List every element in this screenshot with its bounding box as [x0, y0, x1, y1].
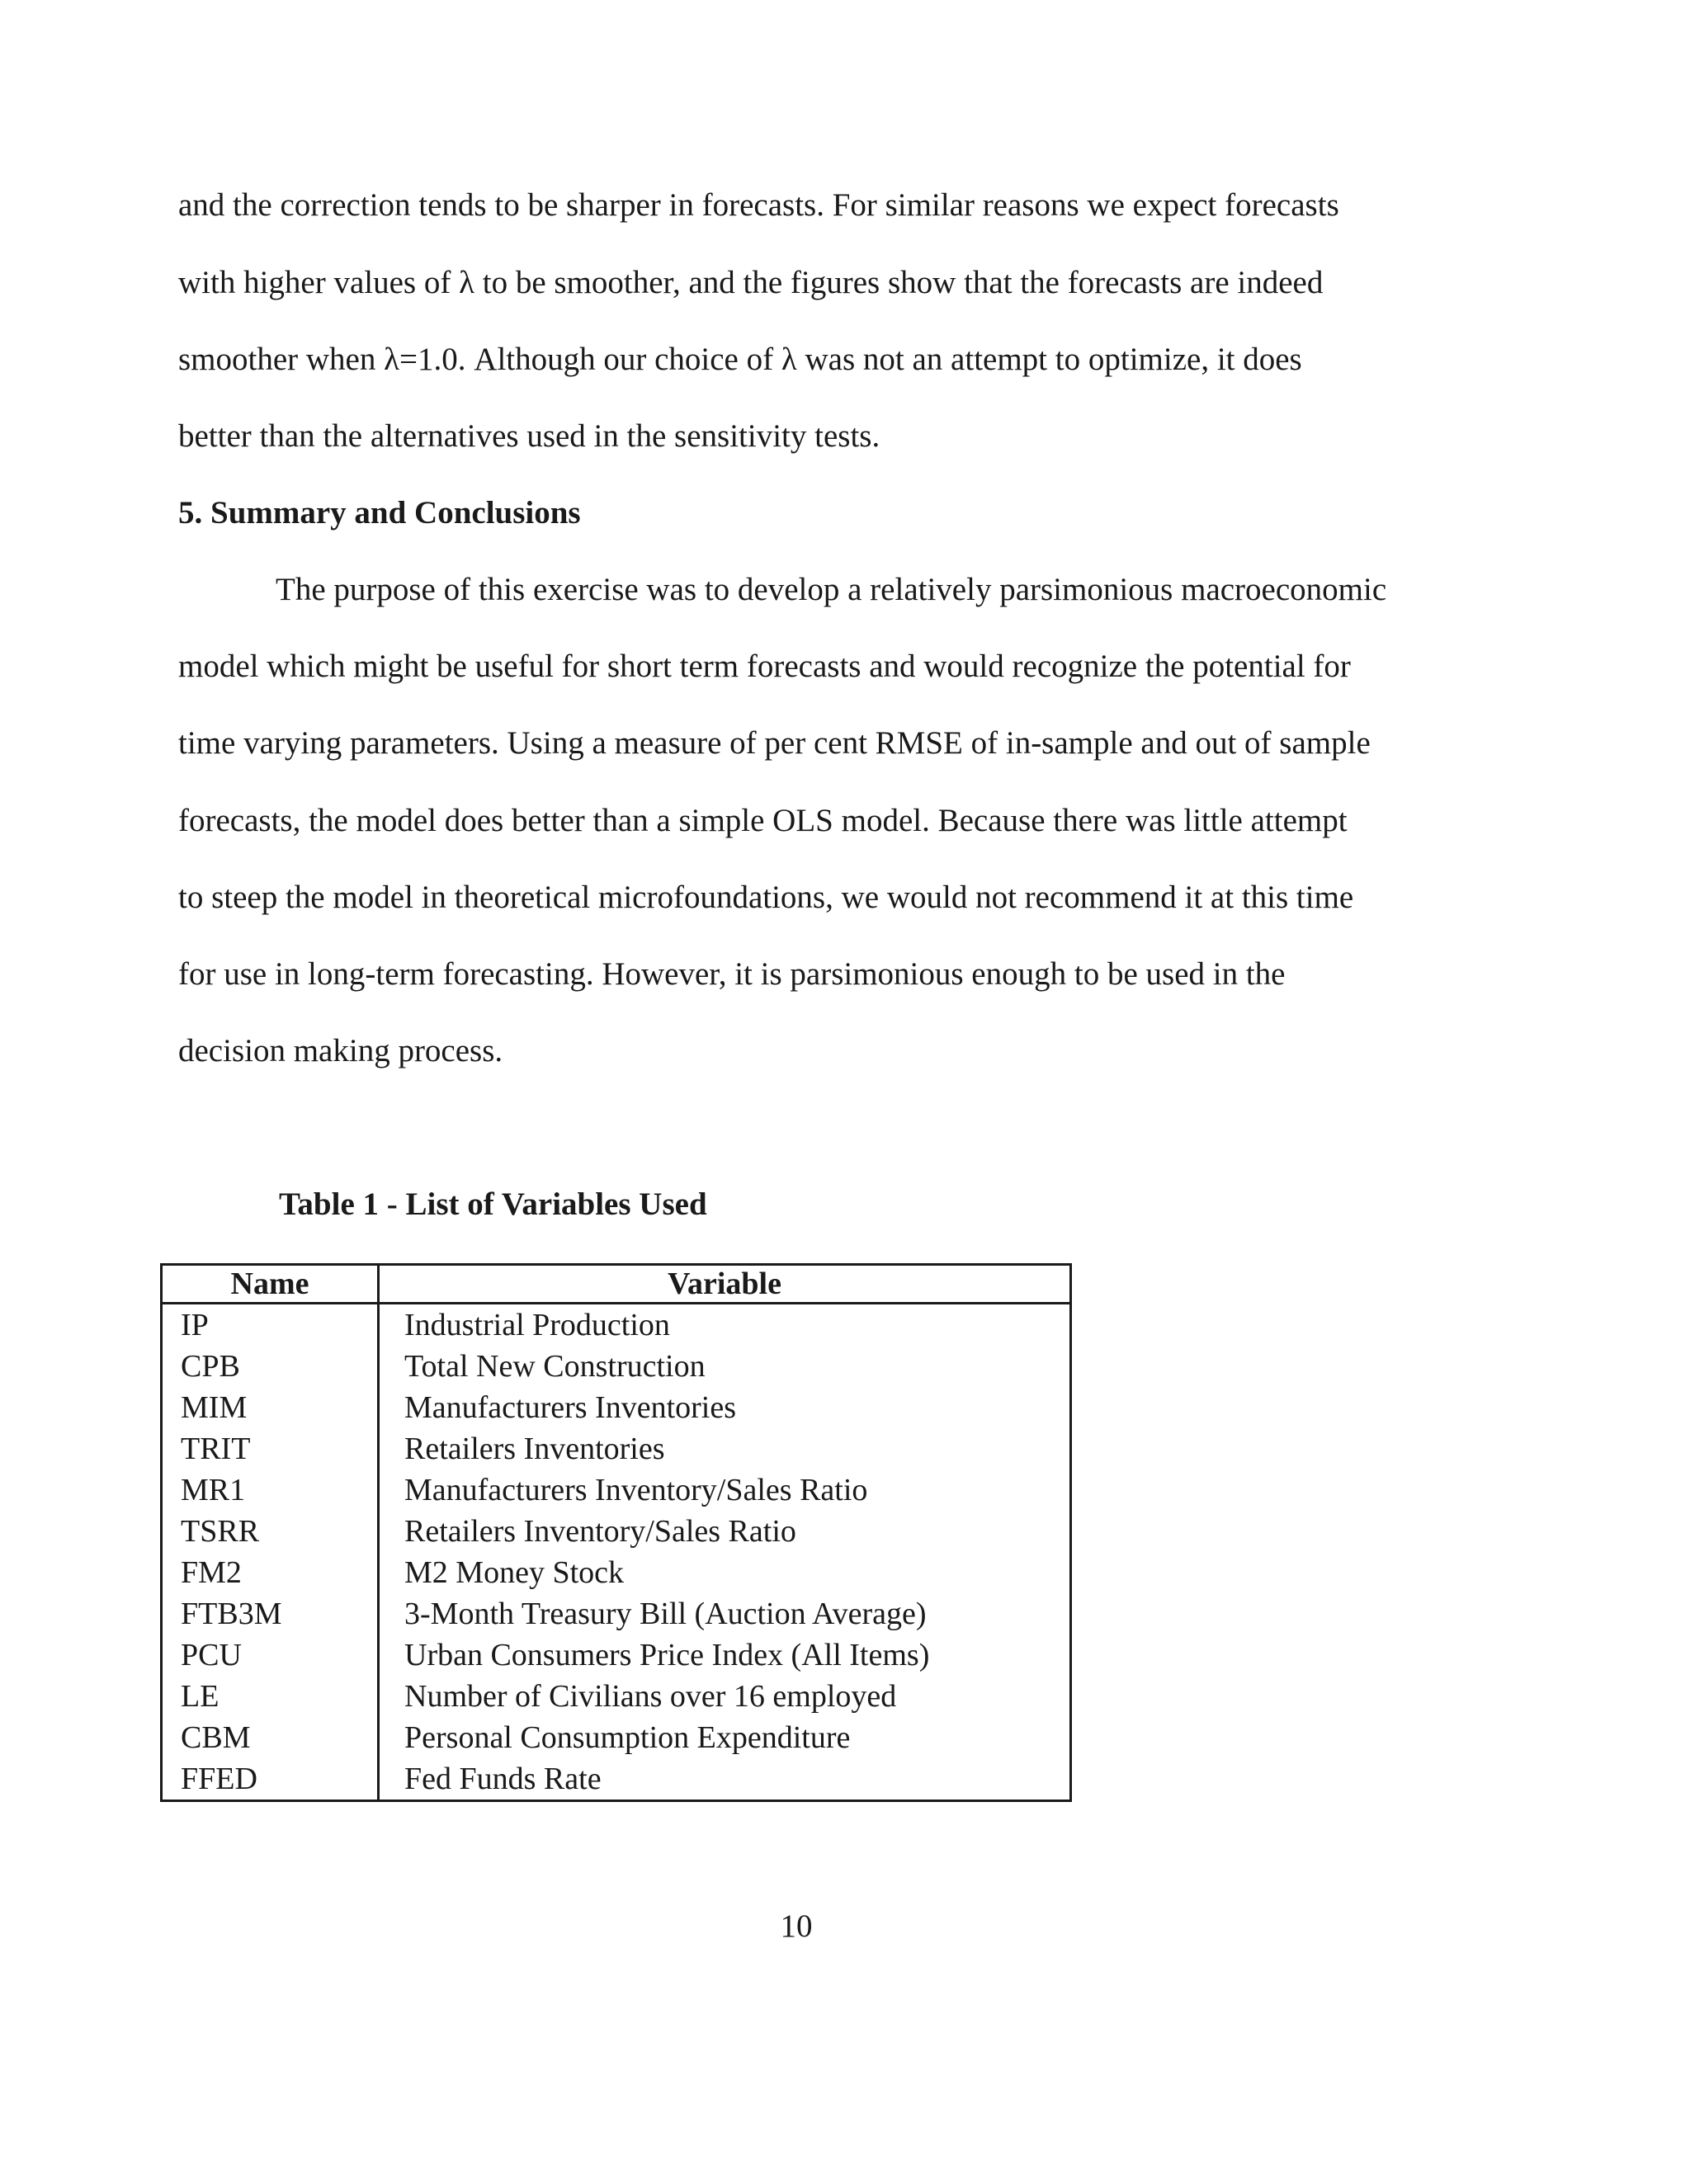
- cell-name: PCU: [162, 1634, 379, 1676]
- cell-variable: Urban Consumers Price Index (All Items): [404, 1638, 930, 1672]
- table-row: [162, 1469, 1071, 1511]
- paragraph-line-4: better than the alternatives used in the sensitivity tests.: [178, 418, 880, 454]
- cell-name: MIM: [162, 1387, 379, 1428]
- table-row: [162, 1634, 1071, 1676]
- table-row: [162, 1511, 1071, 1552]
- table-row: [162, 1304, 1071, 1347]
- cell-name: FM2: [162, 1552, 379, 1593]
- cell-name: FFED: [162, 1758, 379, 1801]
- table-row: [162, 1758, 1071, 1801]
- cell-variable: Personal Consumption Expenditure: [404, 1720, 851, 1755]
- cell-variable: Manufacturers Inventory/Sales Ratio: [404, 1473, 868, 1507]
- section-line-4: forecasts, the model does better than a simple OLS model. Because there was little attempt: [178, 803, 1348, 838]
- cell-name: TSRR: [162, 1511, 379, 1552]
- cell-variable: M2 Money Stock: [404, 1555, 624, 1590]
- cell-variable: Number of Civilians over 16 employed: [404, 1679, 897, 1714]
- section-line-1: The purpose of this exercise was to develop a relatively parsimonious macroeconomic: [276, 572, 1387, 607]
- table-row: [162, 1428, 1071, 1469]
- section-heading: 5. Summary and Conclusions: [178, 495, 581, 531]
- header-variable: Variable: [379, 1265, 1071, 1304]
- cell-name: LE: [162, 1676, 379, 1717]
- paragraph-line-3: smoother when λ=1.0. Although our choice of λ was not an attempt to optimize, it does: [178, 342, 1302, 377]
- cell-name: TRIT: [162, 1428, 379, 1469]
- table-row: [162, 1593, 1071, 1634]
- cell-name: CPB: [162, 1346, 379, 1387]
- cell-variable: 3-Month Treasury Bill (Auction Average): [404, 1597, 927, 1631]
- cell-variable: Manufacturers Inventories: [404, 1390, 737, 1425]
- cell-name: MR1: [162, 1469, 379, 1511]
- page-number: 10: [780, 1908, 813, 1944]
- cell-name: IP: [162, 1304, 379, 1347]
- paragraph-line-1: and the correction tends to be sharper in forecasts. For similar reasons we expect forecasts: [178, 187, 1339, 223]
- table-row: [162, 1552, 1071, 1593]
- paragraph-line-2: with higher values of λ to be smoother, and the figures show that the forecasts are indeed: [178, 265, 1324, 300]
- variables-table: [160, 1263, 1072, 1802]
- header-name: Name: [162, 1265, 379, 1304]
- section-line-6: for use in long-term forecasting. However, it is parsimonious enough to be used in the: [178, 956, 1286, 992]
- cell-name: CBM: [162, 1717, 379, 1758]
- table-row: [162, 1387, 1071, 1428]
- section-line-5: to steep the model in theoretical microfoundations, we would not recommend it at this time: [178, 880, 1354, 915]
- table-row: [162, 1717, 1071, 1758]
- section-line-3: time varying parameters. Using a measure of per cent RMSE of in-sample and out of sample: [178, 725, 1371, 761]
- cell-variable: Fed Funds Rate: [404, 1762, 602, 1796]
- cell-variable: Industrial Production: [404, 1308, 670, 1342]
- cell-variable: Total New Construction: [404, 1349, 706, 1384]
- table-row: [162, 1346, 1071, 1387]
- section-line-2: model which might be useful for short term forecasts and would recognize the potential for: [178, 649, 1351, 684]
- cell-name: FTB3M: [162, 1593, 379, 1634]
- table-header-row: [162, 1265, 1071, 1304]
- table-title: Table 1 - List of Variables Used: [279, 1186, 707, 1222]
- cell-variable: Retailers Inventories: [404, 1432, 665, 1466]
- table-row: [162, 1676, 1071, 1717]
- section-line-7: decision making process.: [178, 1033, 503, 1068]
- cell-variable: Retailers Inventory/Sales Ratio: [404, 1514, 796, 1549]
